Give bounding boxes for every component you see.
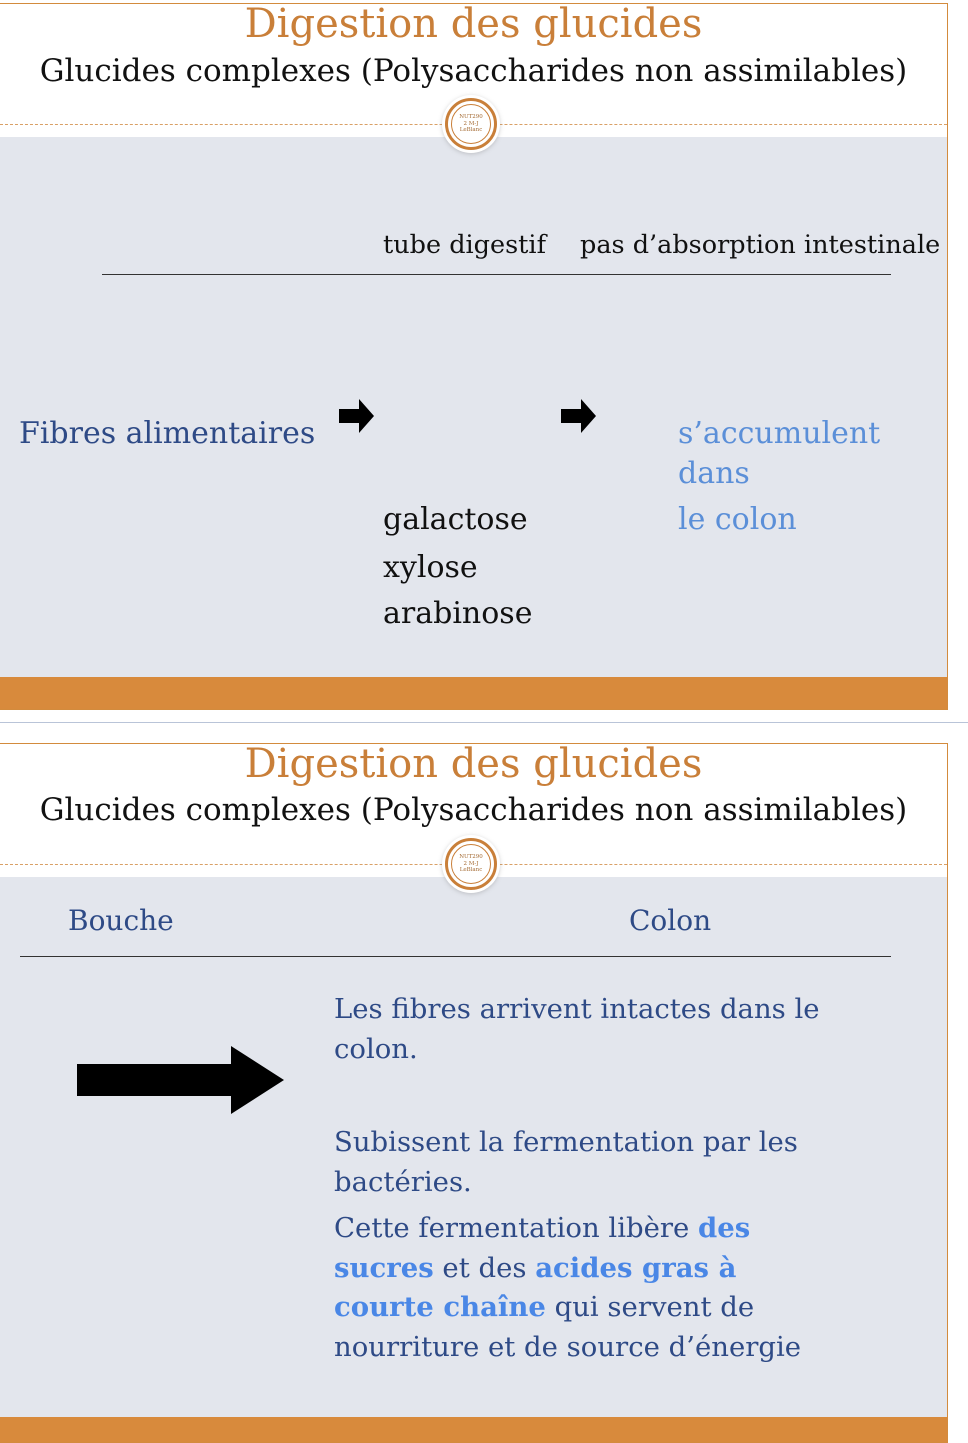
sugar-arabinose: arabinose xyxy=(383,596,533,631)
highlight-acides-gras: acides gras à courte chaîne xyxy=(334,1251,737,1323)
course-badge-icon xyxy=(445,838,497,890)
badge-line: LeBlanc xyxy=(459,867,483,874)
result-line-1: s’accumulent xyxy=(678,416,881,451)
row-label-fibres: Fibres alimentaires xyxy=(19,416,316,451)
slide-separator xyxy=(0,722,968,723)
badge-line: NUT290 xyxy=(459,854,483,861)
header-rule xyxy=(102,274,891,275)
course-badge-icon xyxy=(445,98,497,150)
header-bouche: Bouche xyxy=(68,904,174,937)
badge-line: NUT290 xyxy=(459,114,483,121)
paragraph-liberation xyxy=(334,1209,804,1367)
right-arrow-icon xyxy=(77,1046,285,1114)
column-header-absorption: pas d’absorption intestinale xyxy=(580,230,941,260)
slide-subtitle: Glucides complexes (Polysaccharides non assimilables) xyxy=(39,53,908,89)
result-line-3: le colon xyxy=(678,502,797,537)
highlight-des-sucres: des sucres xyxy=(334,1212,751,1284)
sugar-xylose: xylose xyxy=(383,550,478,585)
column-header-tube-digestif: tube digestif xyxy=(383,230,547,260)
text-fragment: qui servent de nourriture et de source d’énergie xyxy=(334,1291,802,1363)
badge-line: LeBlanc xyxy=(459,127,483,134)
bottom-accent-bar xyxy=(0,1417,947,1443)
slide-title: Digestion des glucides xyxy=(244,743,703,787)
paragraph-fibres-intactes: Les fibres arrivent intactes dans le colon. xyxy=(334,993,820,1065)
right-arrow-icon xyxy=(561,399,597,433)
badge-line: 2 M-J xyxy=(463,860,479,867)
slide-1 xyxy=(0,3,948,710)
header-rule xyxy=(20,956,891,957)
text-fragment: et des xyxy=(433,1251,536,1284)
bottom-accent-bar xyxy=(0,677,947,710)
slide-2 xyxy=(0,743,948,1443)
slide-content xyxy=(0,877,947,1417)
text-fragment: Cette fermentation libère xyxy=(334,1212,699,1244)
slide-title: Digestion des glucides xyxy=(244,3,703,47)
sugar-galactose: galactose xyxy=(383,502,528,537)
paragraph-fermentation: Subissent la fermentation par les bactéries. xyxy=(334,1126,798,1198)
header-colon: Colon xyxy=(629,904,712,937)
slide-subtitle: Glucides complexes (Polysaccharides non assimilables) xyxy=(39,792,908,828)
badge-line: 2 M-J xyxy=(463,120,479,127)
result-line-2: dans xyxy=(678,456,750,491)
right-arrow-icon xyxy=(339,399,375,433)
slide-content xyxy=(0,137,947,677)
